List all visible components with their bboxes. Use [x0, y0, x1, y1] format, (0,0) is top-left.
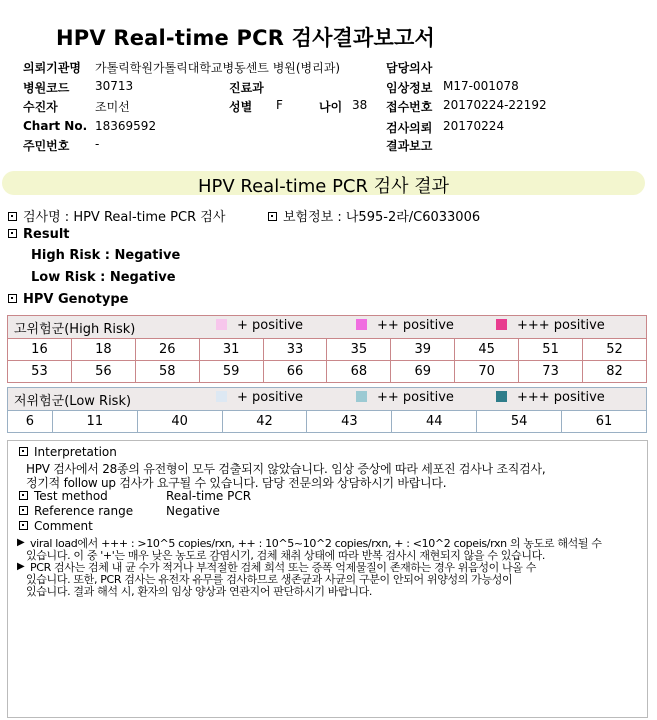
insurance-info: 보험정보 : 나595-2라/C6033006 [283, 210, 481, 225]
genotype-cell: 51 [519, 339, 583, 361]
genotype-cell: 82 [583, 361, 647, 383]
checkbox-bullet-icon [8, 229, 17, 238]
report-title: HPV Real-time PCR 검사결과보고서 [56, 26, 435, 50]
chart-label: Chart No. [23, 119, 88, 133]
result-heading-line [8, 227, 70, 242]
genotype-cell: 61 [562, 411, 647, 433]
dept-label: 진료과 [229, 81, 264, 95]
comment-2a: PCR 검사는 검체 내 균 수가 적거나 부적절한 검체 희석 또는 증폭 억제물질이 존재하는 경우 위음성이 나올 수 [30, 561, 536, 574]
low-legend-1 [216, 390, 303, 405]
legend-swatch [356, 391, 367, 402]
resident-label: 주민번호 [23, 139, 70, 153]
receipt-value: 20170224-22192 [443, 98, 547, 112]
receipt-label: 접수번호 [386, 100, 433, 114]
genotype-cell: 35 [327, 339, 391, 361]
range-line [19, 504, 133, 518]
checkbox-bullet-icon [8, 294, 17, 303]
range-label: Reference range [34, 504, 134, 518]
request-label: 검사의뢰 [386, 121, 433, 135]
high-legend-2 [356, 318, 454, 333]
low-legend-3 [496, 390, 605, 405]
genotype-cell: 40 [137, 411, 222, 433]
legend-swatch [496, 319, 507, 330]
high-legend-1 [216, 318, 303, 333]
test-name-line [8, 206, 225, 225]
genotype-cell: 44 [392, 411, 477, 433]
requester-value: 가톨릭학원가톨릭대학교병동센트 병원(병리과) [95, 61, 341, 75]
comment-line [19, 519, 93, 533]
high-risk-result: High Risk : Negative [31, 248, 181, 263]
genotype-cell: 70 [455, 361, 519, 383]
genotype-cell: 43 [307, 411, 392, 433]
genotype-cell: 33 [263, 339, 327, 361]
hospital-code-value: 30713 [95, 79, 134, 93]
checkbox-bullet-icon [19, 521, 28, 530]
legend-label: ++ positive [377, 318, 454, 333]
method-label: Test method [34, 489, 108, 503]
request-value: 20170224 [443, 119, 505, 133]
sex-value: F [276, 98, 283, 112]
high-risk-header: 고위험군(High Risk) [14, 321, 136, 337]
genotype-cell: 58 [135, 361, 199, 383]
recipient-label: 수진자 [23, 100, 58, 114]
checkbox-bullet-icon [19, 506, 28, 515]
comment-2c: 있습니다. 결과 해석 시, 환자의 임상 양상과 연관지어 판단하시기 바랍니다. [26, 585, 373, 598]
genotype-heading-line [8, 292, 128, 307]
clinical-label: 임상정보 [386, 81, 433, 95]
checkbox-bullet-icon [19, 491, 28, 500]
method-value: Real-time PCR [166, 489, 252, 503]
result-banner [2, 171, 645, 195]
genotype-cell: 16 [8, 339, 72, 361]
genotype-cell: 42 [222, 411, 307, 433]
checkbox-bullet-icon [19, 447, 28, 456]
low-legend-2 [356, 390, 454, 405]
legend-label: +++ positive [517, 318, 605, 333]
comment-1a: viral load에서 +++ : >10^5 copies/rxn, ++ : 10^5~10^2 copies/rxn, + : <10^2 copeis/rxn 의 농도로 해석될 수 [30, 537, 602, 550]
genotype-cell: 6 [8, 411, 53, 433]
genotype-cell: 66 [263, 361, 327, 383]
range-value: Negative [166, 504, 220, 518]
interpretation-line-2: 정기적 follow up 검사가 요구될 수 있습니다. 담당 전문의와 상담하시기 바랍니다. [26, 476, 447, 490]
low-risk-result: Low Risk : Negative [31, 270, 176, 285]
genotype-cell: 31 [199, 339, 263, 361]
triangle-bullet-icon: ▶ [17, 561, 25, 572]
interpretation-heading: Interpretation [34, 445, 117, 459]
recipient-value: 조미선 [95, 100, 130, 114]
legend-label: +++ positive [517, 390, 605, 405]
legend-label: ++ positive [377, 390, 454, 405]
age-label: 나이 [319, 100, 343, 114]
genotype-cell: 73 [519, 361, 583, 383]
requester-label: 의뢰기관명 [23, 61, 81, 75]
age-value: 38 [352, 98, 368, 112]
genotype-cell: 39 [391, 339, 455, 361]
triangle-bullet-icon: ▶ [17, 537, 25, 548]
sex-label: 성별 [229, 100, 253, 114]
comment-1b: 있습니다. 이 중 '+'는 매우 낮은 농도로 감염시기, 검체 채취 상태에 따라 반복 검사시 재현되지 않을 수 있습니다. [26, 549, 546, 562]
legend-swatch [216, 391, 227, 402]
genotype-heading: HPV Genotype [23, 292, 129, 307]
interpretation-line-1: HPV 검사에서 28종의 유전형이 모두 검출되지 않았습니다. 임상 증상에 따라 세포진 검사나 조직검사, [26, 462, 546, 476]
resident-value: - [95, 137, 100, 151]
checkbox-bullet-icon [268, 212, 277, 221]
genotype-cell: 26 [135, 339, 199, 361]
comment-label: Comment [34, 519, 93, 533]
method-line [19, 489, 108, 503]
legend-swatch [216, 319, 227, 330]
high-legend-3 [496, 318, 605, 333]
report-label: 결과보고 [386, 139, 433, 153]
genotype-cell: 18 [71, 339, 135, 361]
genotype-cell: 11 [52, 411, 137, 433]
comment-2b: 있습니다. 또한, PCR 검사는 유전자 유무를 검사하므로 생존균과 사균의 구분이 안되어 위양성의 가능성이 [26, 573, 513, 586]
result-heading: Result [23, 227, 70, 242]
legend-swatch [356, 319, 367, 330]
legend-swatch [496, 391, 507, 402]
hospital-code-label: 병원코드 [23, 81, 70, 95]
legend-label: + positive [237, 318, 304, 333]
genotype-cell: 56 [71, 361, 135, 383]
banner-title: HPV Real-time PCR 검사 결과 [197, 176, 450, 197]
clinical-value: M17-001078 [443, 79, 519, 93]
genotype-cell: 52 [583, 339, 647, 361]
chart-value: 18369592 [95, 119, 157, 133]
genotype-cell: 69 [391, 361, 455, 383]
insurance-line [268, 206, 480, 225]
interpretation-heading-line [19, 445, 117, 459]
test-name: 검사명 : HPV Real-time PCR 검사 [23, 210, 226, 225]
genotype-cell: 54 [477, 411, 562, 433]
genotype-cell: 45 [455, 339, 519, 361]
checkbox-bullet-icon [8, 212, 17, 221]
low-risk-header: 저위험군(Low Risk) [14, 393, 132, 409]
genotype-cell: 53 [8, 361, 72, 383]
doctor-label: 담당의사 [386, 61, 433, 75]
genotype-cell: 68 [327, 361, 391, 383]
genotype-cell: 59 [199, 361, 263, 383]
legend-label: + positive [237, 390, 304, 405]
